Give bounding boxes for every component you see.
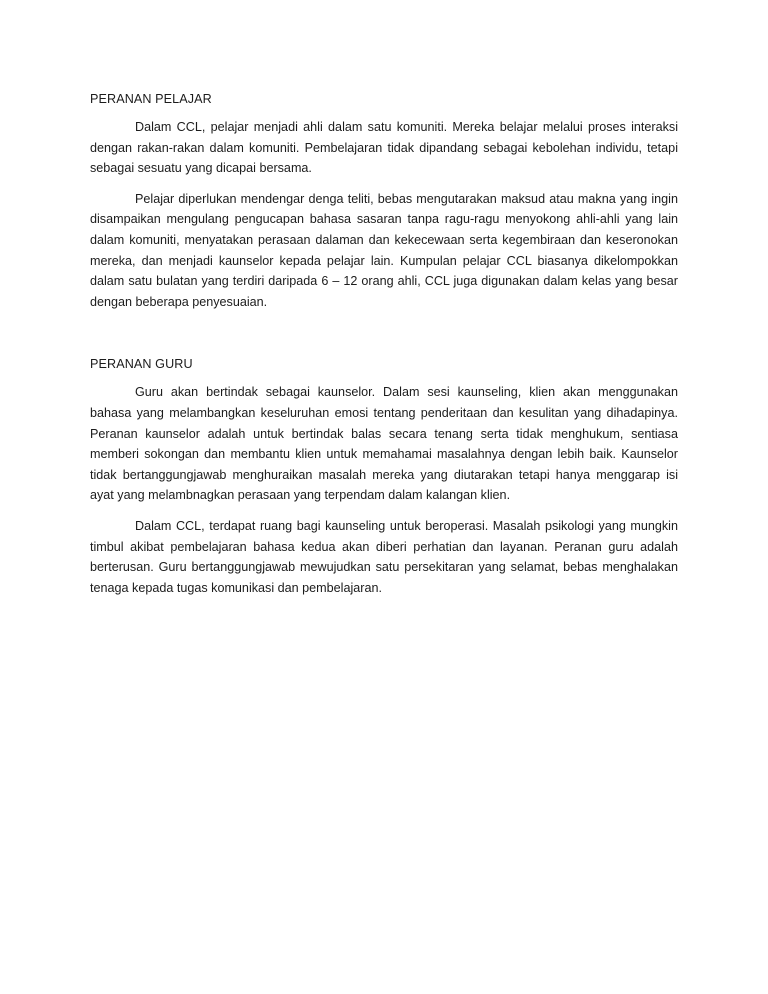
section-peranan-pelajar (90, 91, 678, 312)
section-peranan-guru (90, 356, 678, 598)
paragraph: Dalam CCL, pelajar menjadi ahli dalam satu komuniti. Mereka belajar melalui proses interaksi dengan rakan-rakan dalam komuniti. Pembelajaran tidak dipandang sebagai kebolehan individu, tetapi sebagai sesuatu yang dicapai bersama. (90, 120, 678, 176)
section-heading: PERANAN PELAJAR (90, 92, 212, 106)
section-heading: PERANAN GURU (90, 357, 193, 372)
paragraph: Pelajar diperlukan mendengar denga teliti, bebas mengutarakan maksud atau makna yang ingin disampaikan mengulang pengucapan bahasa sasaran tanpa ragu-ragu menyokong ahli-ahli yang lain dalam komuniti, menyatakan perasaan dalaman dan kekecewaan serta kegembiraan dan keseronokan mereka, dan menjadi kaunselor kepada pelajar lain. Kumpulan pelajar CCL biasanya dikelompokkan dalam satu bulatan yang terdiri daripada 6 – 12 orang ahli, CCL juga digunakan dalam kelas yang besar dengan beberapa penyesuaian. (90, 191, 678, 309)
document-page (90, 91, 678, 608)
paragraph: Guru akan bertindak sebagai kaunselor. Dalam sesi kaunseling, klien akan menggunakan bahasa yang melambangkan keseluruhan emosi tentang penderitaan dan kesulitan yang dihadapinya. Peranan kaunselor adalah untuk bertindak balas secara tenang serta tidak menghukum, sentiasa memberi sokongan dan membantu klien untuk memahamai masalahnya dengan lebih baik. Kaunselor tidak bertanggungjawab menghuraikan masalah mereka yang diutarakan tetapi hanya menggarap isi ayat yang melambnagkan perasaan yang terpendam dalam kalangan klien. (90, 385, 678, 503)
section-spacer (90, 322, 678, 356)
paragraph: Dalam CCL, terdapat ruang bagi kaunseling untuk beroperasi. Masalah psikologi yang mungkin timbul akibat pembelajaran bahasa kedua akan diberi perhatian dan layanan. Peranan guru adalah berterusan. Guru bertanggungjawab mewujudkan satu persekitaran yang selamat, bebas menghalakan tenaga kepada tugas komunikasi dan pembelajaran. (90, 518, 678, 595)
